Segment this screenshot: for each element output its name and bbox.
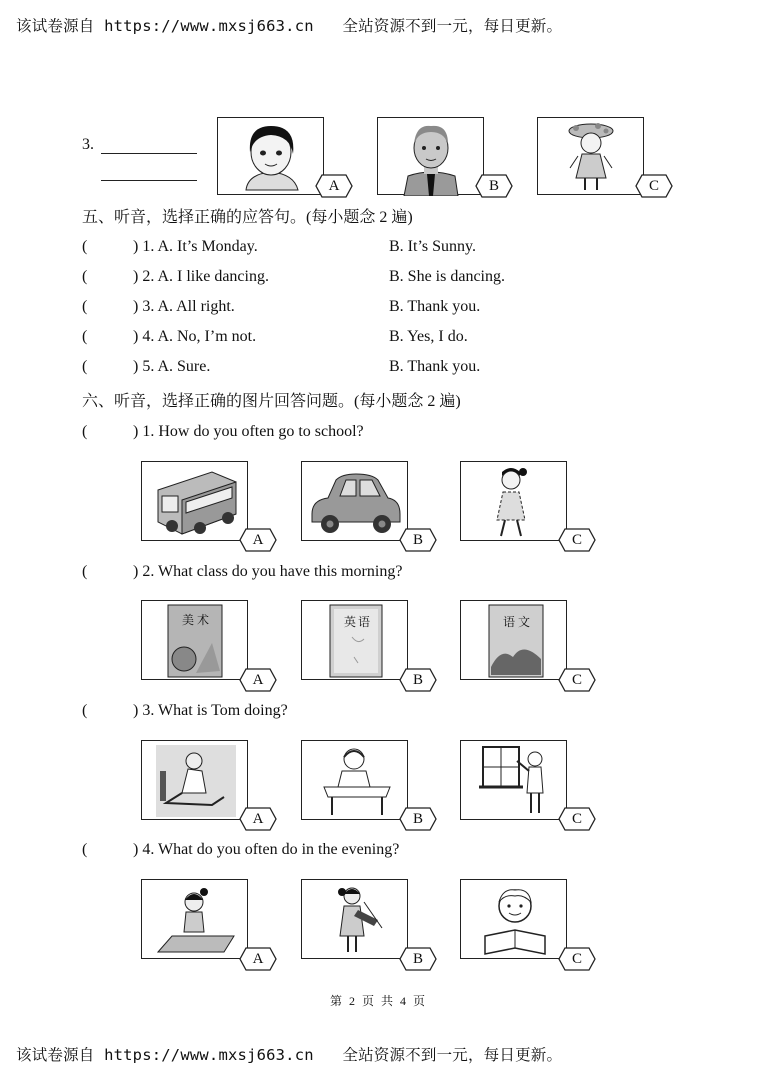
boy-drawing-icon [142, 741, 249, 821]
badge-a[interactable]: A [239, 947, 277, 971]
option-car[interactable] [301, 461, 408, 541]
option-art-book[interactable] [141, 600, 248, 680]
badge-c[interactable]: C [558, 947, 596, 971]
page-number: 第 2 页 共 4 页 [330, 994, 428, 1008]
badge-b[interactable]: B [475, 174, 513, 198]
item-option-b: B. Yes, I do. [389, 328, 468, 345]
item-option-b: B. She is dancing. [389, 268, 505, 285]
badge-c[interactable]: C [558, 807, 596, 831]
girl-with-hat-icon [538, 118, 645, 196]
book-title: 语文 [503, 615, 534, 629]
option-english-book[interactable] [301, 600, 408, 680]
badge-a[interactable]: A [239, 528, 277, 552]
badge-b[interactable]: B [399, 668, 437, 692]
girl-homework-icon [142, 880, 249, 960]
woman-face-icon [218, 118, 325, 196]
banner-tagline: 全站资源不到一元，每日更新。 [342, 17, 563, 35]
answer-paren[interactable]: ( [82, 702, 88, 719]
answer-paren[interactable]: ( [82, 298, 88, 315]
section6-heading: 六、听音，选择正确的图片回答问题。(每小题念 2 遍) [82, 393, 461, 410]
book-title: 美术 [182, 613, 213, 627]
item-option-a: ) 3. A. All right. [133, 298, 235, 315]
banner-url[interactable]: https://www.mxsj663.cn [104, 1046, 314, 1064]
item-option-a: ) 5. A. Sure. [133, 358, 211, 375]
answer-paren[interactable]: ( [82, 841, 88, 858]
answer-blank-2[interactable] [101, 180, 197, 181]
boy-writing-icon [302, 741, 409, 821]
item3-number: 3. [82, 136, 94, 153]
option-boy-reading[interactable] [460, 879, 567, 959]
girl-violin-icon [302, 880, 409, 960]
option-girl-violin[interactable] [301, 879, 408, 959]
boy-reading-icon [461, 880, 568, 960]
answer-paren[interactable]: ( [82, 268, 88, 285]
badge-a[interactable]: A [239, 668, 277, 692]
banner-label: 该试卷源自 [16, 1046, 95, 1064]
man-face-icon [378, 118, 485, 196]
badge-c[interactable]: C [558, 668, 596, 692]
banner-url[interactable]: https://www.mxsj663.cn [104, 17, 314, 35]
answer-blank-1[interactable] [101, 153, 197, 154]
option-boy-drawing[interactable] [141, 740, 248, 820]
banner-label: 该试卷源自 [16, 17, 95, 35]
item-option-b: B. It’s Sunny. [389, 238, 476, 255]
answer-paren[interactable]: ( [82, 563, 88, 580]
answer-paren[interactable]: ( [82, 358, 88, 375]
option-boy-writing[interactable] [301, 740, 408, 820]
badge-b[interactable]: B [399, 807, 437, 831]
badge-b[interactable]: B [399, 947, 437, 971]
option-man-face[interactable] [377, 117, 484, 195]
item-option-a: ) 1. A. It’s Monday. [133, 238, 258, 255]
option-boy-cleaning-window[interactable] [460, 740, 567, 820]
question-text: ) 1. How do you often go to school? [133, 423, 364, 440]
answer-paren[interactable]: ( [82, 328, 88, 345]
bus-icon [142, 462, 249, 542]
badge-a[interactable]: A [239, 807, 277, 831]
option-girl-walking[interactable] [460, 461, 567, 541]
answer-paren[interactable]: ( [82, 423, 88, 440]
question-text: ) 4. What do you often do in the evening? [133, 841, 400, 858]
car-icon [302, 462, 409, 542]
badge-c[interactable]: C [558, 528, 596, 552]
badge-b[interactable]: B [399, 528, 437, 552]
book-title: 英语 [344, 615, 373, 629]
source-banner-bottom [16, 1043, 562, 1065]
banner-tagline: 全站资源不到一元，每日更新。 [342, 1046, 563, 1064]
source-banner-top [16, 14, 562, 36]
question-text: ) 2. What class do you have this morning? [133, 563, 403, 580]
answer-paren[interactable]: ( [82, 238, 88, 255]
badge-a[interactable]: A [315, 174, 353, 198]
item-option-b: B. Thank you. [389, 358, 481, 375]
section5-heading: 五、听音，选择正确的应答句。(每小题念 2 遍) [82, 209, 413, 226]
item-option-a: ) 4. A. No, I’m not. [133, 328, 257, 345]
option-girl-homework[interactable] [141, 879, 248, 959]
option-girl-with-hat[interactable] [537, 117, 644, 195]
girl-walking-icon [461, 462, 568, 542]
option-woman-face[interactable] [217, 117, 324, 195]
badge-c[interactable]: C [635, 174, 673, 198]
option-chinese-book[interactable] [460, 600, 567, 680]
option-bus[interactable] [141, 461, 248, 541]
item-option-b: B. Thank you. [389, 298, 481, 315]
boy-cleaning-window-icon [461, 741, 568, 821]
question-text: ) 3. What is Tom doing? [133, 702, 288, 719]
item-option-a: ) 2. A. I like dancing. [133, 268, 269, 285]
